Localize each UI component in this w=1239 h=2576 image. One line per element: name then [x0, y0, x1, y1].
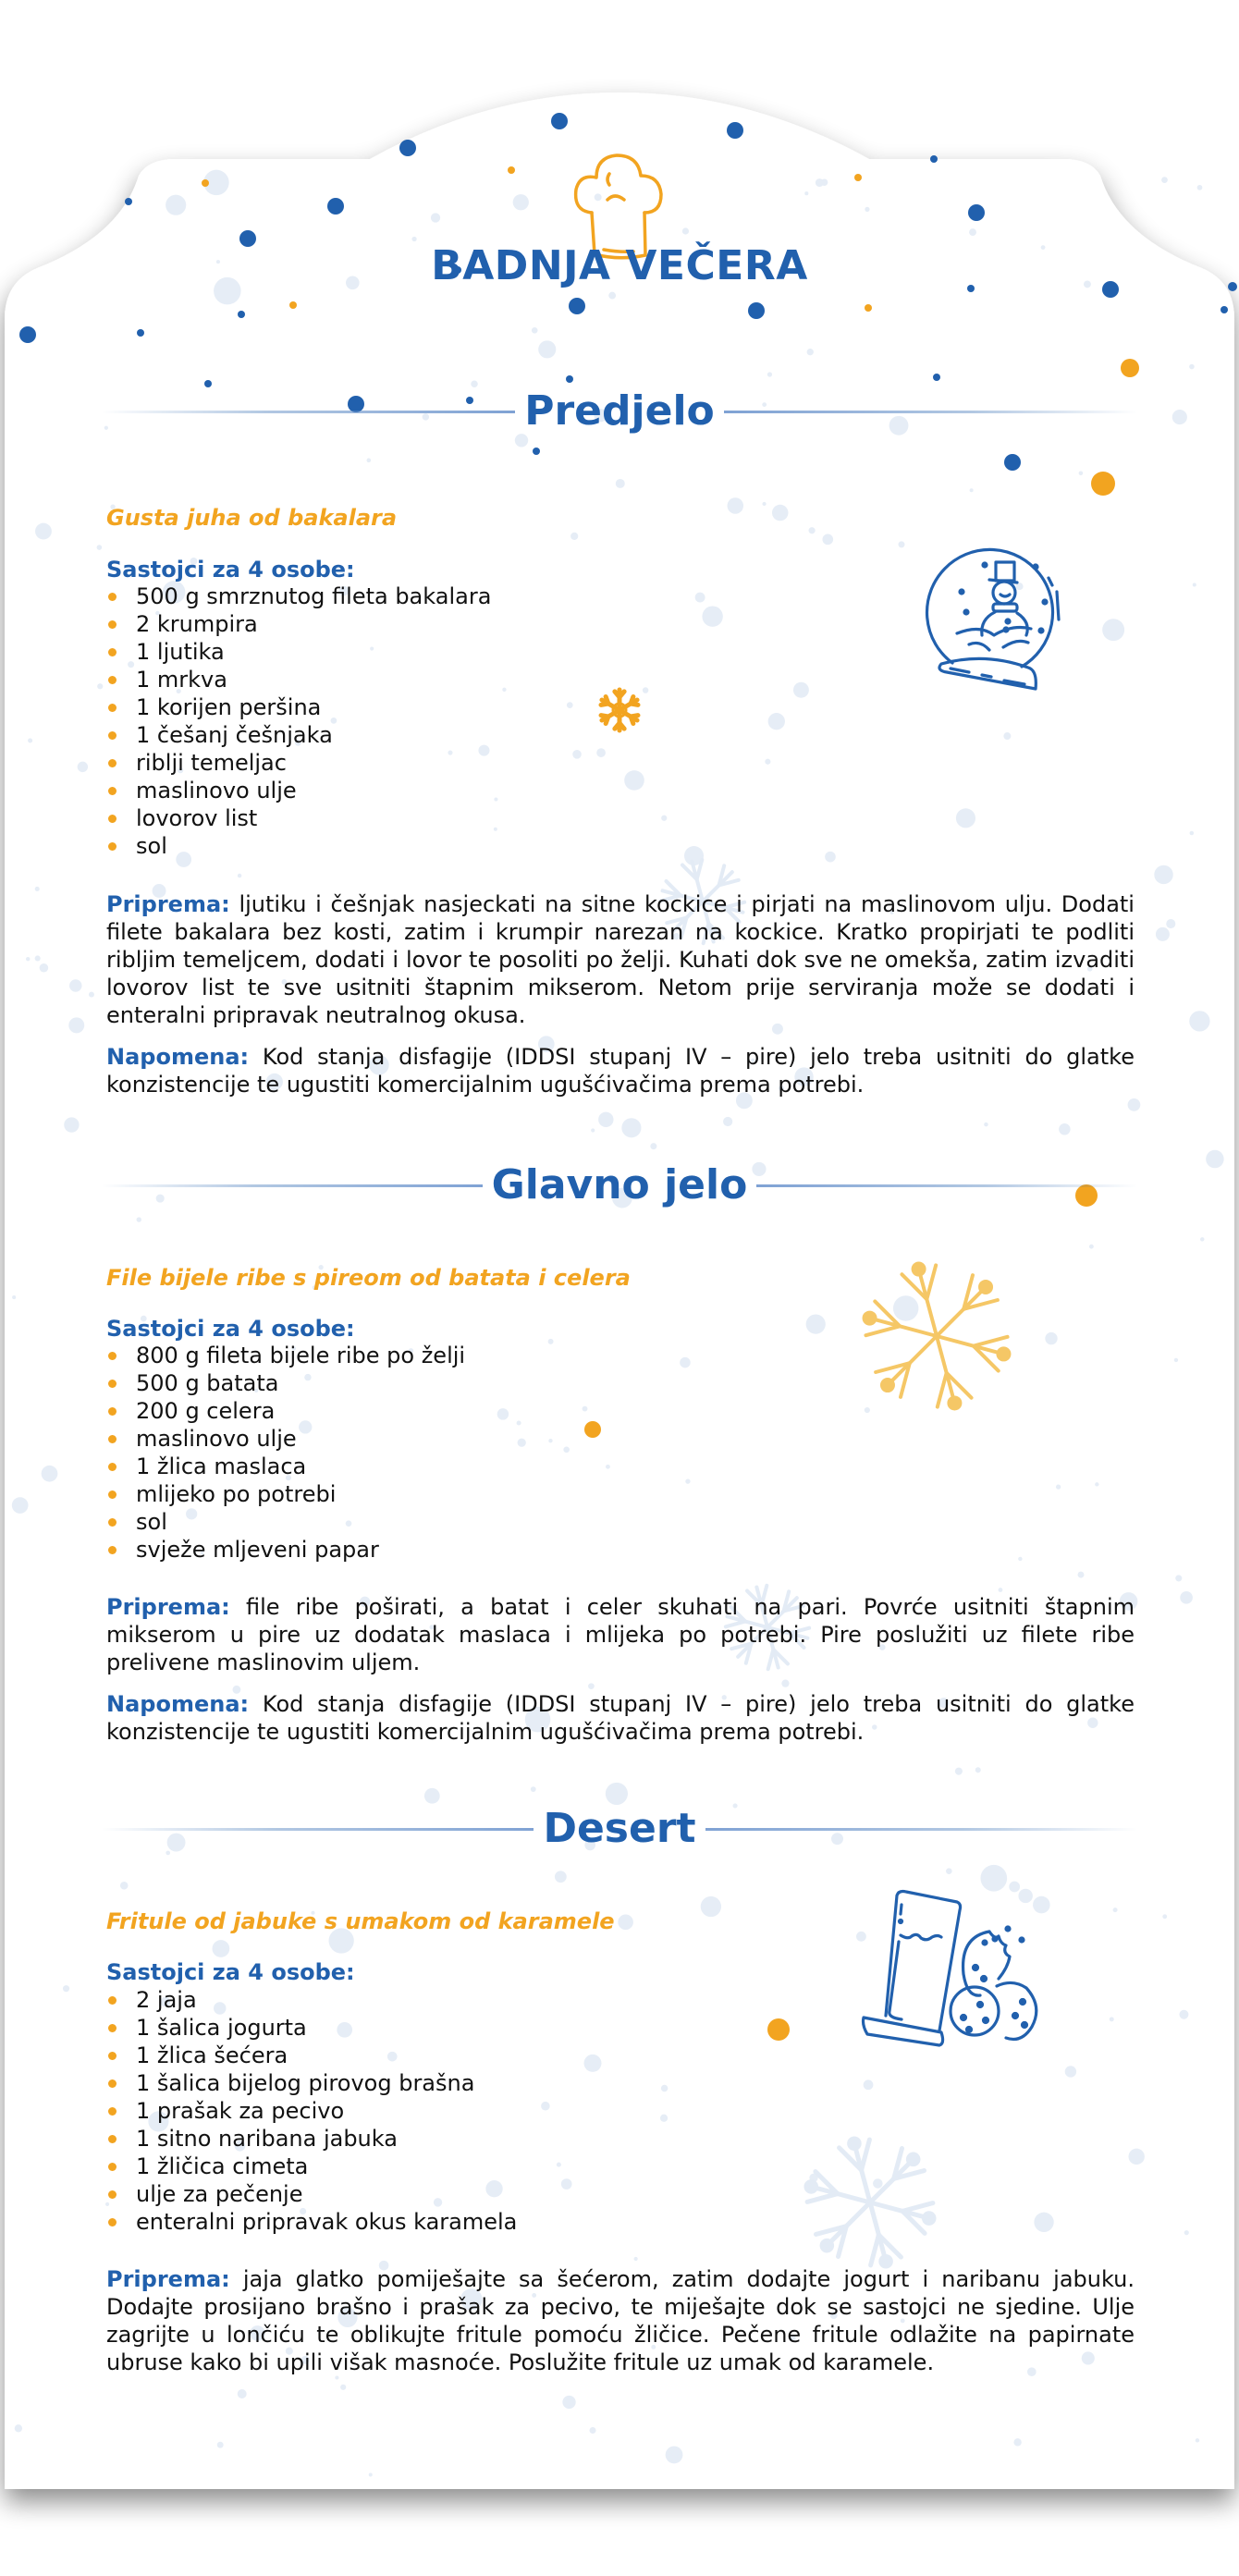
note-paragraph [106, 1043, 1135, 1098]
pale-snow-dot [431, 213, 440, 222]
pale-snow-dot [723, 1117, 732, 1126]
ingredients-heading: Sastojci za 4 osobe: [106, 1316, 355, 1342]
ingredient-item [106, 1480, 465, 1508]
pale-snow-dot [1190, 831, 1194, 835]
pale-snow-dot [1003, 732, 1011, 740]
pale-snow-dot [695, 593, 705, 603]
pale-snow-dot [946, 1868, 952, 1874]
pale-snow-dot [660, 2115, 668, 2122]
bullet-icon [108, 731, 117, 740]
pale-snow-dot [865, 1407, 870, 1413]
pale-snow-dot [956, 808, 975, 828]
ingredient-item [106, 638, 491, 666]
pale-snow-dot [366, 459, 371, 463]
bullet-icon [108, 1407, 117, 1416]
pale-snow-dot [541, 2102, 550, 2111]
bullet-icon [108, 620, 117, 629]
pale-snow-dot [35, 523, 52, 540]
heading-divider-right [705, 1828, 1137, 1831]
preparation-text: ljutiku i češnjak nasjeckati na sitne kockice i pirjati na maslinovom ulju. Dodati filete bakalara bez kosti, zatim i krumpir narezan na kockice. Kratko propirjati te podliti ribljim temeljcem, dodati i lovor te posoliti po želji. Kuhati dok sve ne omekša, zatim izvaditi lovorov list te sve usitniti štapnim mikserom. Netom prije serviranja može se dodati i enteralni pripravak neutralnog okusa. [106, 891, 1135, 1028]
pale-snow-dot [561, 2178, 572, 2190]
heading-divider-left [102, 1828, 534, 1831]
pale-snow-dot [975, 1767, 981, 1773]
pale-snow-dot [980, 1865, 1007, 1892]
ingredient-item [106, 2097, 517, 2125]
recipe-name: Fritule od jabuke s umakom od karamele [106, 1908, 615, 1934]
pale-snow-dot [970, 488, 974, 492]
snow-dot [19, 326, 36, 343]
pale-snow-dot [64, 1117, 79, 1132]
pale-snow-dot [702, 606, 722, 626]
pale-snow-dot [762, 502, 766, 506]
preparation-paragraph [106, 890, 1135, 1029]
preparation-text: jaja glatko pomiješajte sa šećerom, zatim dodajte jogurt i naribanu jabuku. Dodajte prosijano brašno i prašak za pecivo, te miješajte dok se sastojci ne sjedine. Ulje zagrijte u lončiću te oblikujte fritule pomoću žličice. Pečene fritule odlažite na papirnate ubruse kako bi upili višak masnoće. Poslužite fritule uz umak od karamele. [106, 2266, 1135, 2375]
bullet-icon [108, 1463, 117, 1471]
ingredient-item [106, 666, 491, 693]
snow-dot [748, 302, 765, 319]
ingredient-text: 200 g celera [136, 1398, 276, 1424]
pale-snow-dot [35, 887, 40, 891]
pale-snow-dot [1033, 1896, 1050, 1914]
pale-snow-dot [685, 1478, 690, 1483]
pale-snow-dot [570, 533, 578, 540]
pale-snow-dot [591, 1128, 595, 1132]
pale-snow-dot [1110, 2017, 1114, 2021]
ingredient-text: 1 sitno naribana jabuka [136, 2126, 398, 2152]
pale-snow-dot [137, 1217, 141, 1221]
ingredient-item [106, 2042, 517, 2069]
ingredient-text: 2 jaja [136, 1987, 197, 2013]
ingredient-text: 1 prašak za pecivo [136, 2098, 345, 2124]
ingredient-item [106, 2014, 517, 2042]
ingredients-list [106, 1986, 517, 2236]
heading-divider-left [102, 411, 515, 413]
pale-snow-dot [898, 541, 904, 547]
pale-snow-dot [572, 750, 582, 759]
pale-snow-dot [1128, 2149, 1144, 2165]
ingredient-item [106, 1397, 465, 1425]
pale-snow-dot [969, 228, 976, 236]
pale-snow-dot [596, 748, 606, 757]
pale-snow-dot [1128, 1098, 1141, 1111]
pale-snow-dot [584, 2055, 602, 2072]
pale-snow-dot [1089, 1245, 1094, 1249]
pale-snow-dot [78, 762, 88, 772]
snow-dot [584, 1421, 601, 1438]
pale-snow-dot [793, 682, 809, 698]
ingredient-text: enteralni pripravak okus karamela [136, 2209, 518, 2235]
recipe-name: File bijele ribe s pireom od batata i celera [106, 1265, 631, 1291]
ingredient-text: riblji temeljac [136, 750, 287, 776]
ingredient-item [106, 2069, 517, 2097]
bullet-icon [108, 648, 117, 656]
pale-snow-dot [69, 979, 81, 991]
snow-dot [327, 198, 344, 215]
snow-dot [1221, 306, 1228, 313]
bullet-icon [108, 1518, 117, 1527]
pale-snow-dot [42, 1466, 58, 1482]
pale-snow-dot [772, 505, 789, 521]
pale-snow-dot [1018, 1557, 1022, 1561]
pale-snow-dot [1193, 583, 1196, 586]
pale-snow-dot [1180, 1591, 1193, 1604]
ingredients-heading: Sastojci za 4 osobe: [106, 557, 355, 583]
pale-snow-dot [1095, 1482, 1098, 1486]
pale-snow-dot [26, 957, 30, 961]
snow-dot [566, 375, 573, 383]
pale-snow-dot [1078, 1572, 1085, 1578]
bullet-icon [108, 1996, 117, 2005]
bullet-icon [108, 2024, 117, 2032]
ingredient-text: sol [136, 833, 167, 859]
pale-snow-dot [1196, 2438, 1199, 2442]
pale-snow-dot [497, 1408, 509, 1420]
bullet-icon [108, 1490, 117, 1499]
pale-snow-dot [548, 1339, 554, 1344]
bullet-icon [108, 2079, 117, 2088]
pale-snow-dot [825, 852, 836, 863]
preparation-text: file ribe poširati, a batat i celer skuhati na pari. Povrće usitniti štapnim mikserom u pire uz dodatak maslaca i mlijeka po potrebi. Pire poslužiti uz filete ribe prelivene maslinovim uljem. [106, 1594, 1135, 1675]
pale-snow-dot [238, 874, 241, 877]
pale-snow-dot [590, 2427, 596, 2434]
pale-snow-dot [768, 713, 785, 730]
pale-snow-dot [502, 688, 506, 692]
pale-snow-dot [606, 1465, 610, 1469]
pale-snow-dot [531, 1786, 536, 1792]
pale-snow-dot [517, 1420, 521, 1425]
pale-snow-dot [494, 828, 497, 831]
ingredient-text: 1 ljutika [136, 639, 225, 665]
pale-snow-dot [865, 207, 869, 212]
snow-dot [399, 140, 416, 156]
pale-snow-dot [532, 327, 538, 334]
pale-snow-dot [518, 1439, 526, 1447]
note-text: Kod stanja disfagije (IDDSI stupanj IV – pire) jelo treba usitniti do glatke konzistencije te ugustiti komercijalnim ugušćivačima prema potrebi. [106, 1044, 1135, 1098]
snow-dot [933, 374, 940, 381]
pale-snow-dot [12, 1497, 29, 1514]
pale-snow-dot [616, 479, 625, 488]
pale-snow-dot [120, 1882, 129, 1890]
pale-snow-dot [807, 349, 814, 355]
ingredient-item [106, 2180, 517, 2208]
pale-snow-dot [1079, 471, 1084, 475]
pale-snow-dot [513, 194, 529, 210]
ingredient-item [106, 721, 491, 749]
ingredient-text: svježe mljeveni papar [136, 1537, 379, 1563]
pale-snow-dot [1156, 927, 1170, 941]
ingredients-list [106, 1342, 465, 1564]
section-heading-glavno-jelo [102, 1158, 1137, 1213]
ingredient-text: 1 žlica maslaca [136, 1454, 307, 1479]
pale-snow-dot [340, 2385, 346, 2390]
ingredient-item [106, 777, 491, 804]
ingredient-item [106, 583, 491, 610]
pale-snow-dot [588, 1683, 595, 1689]
pale-snow-dot [1189, 364, 1195, 370]
pale-snow-dot [1013, 2438, 1021, 2446]
pale-snow-dot [666, 2447, 683, 2464]
ingredient-item [106, 2153, 517, 2180]
bullet-icon [108, 759, 117, 767]
pale-snow-dot [494, 797, 497, 801]
ingredient-text: sol [136, 1509, 167, 1535]
pale-snow-dot [28, 738, 32, 742]
pale-snow-dot [1166, 919, 1175, 928]
pale-snow-dot [1174, 1358, 1178, 1362]
ingredient-item [106, 1369, 465, 1397]
ingredient-text: 1 šalica bijelog pirovog brašna [136, 2070, 475, 2096]
ingredient-text: 1 žličica cimeta [136, 2153, 309, 2179]
pale-snow-dot [335, 2375, 338, 2379]
ingredient-item [106, 693, 491, 721]
pale-snow-dot [1197, 185, 1203, 190]
pale-snow-dot [213, 1940, 230, 1957]
pale-snow-dot [728, 497, 743, 513]
pale-snow-dot [661, 816, 667, 821]
bullet-icon [108, 676, 117, 684]
pale-snow-dot [538, 340, 556, 358]
pale-snow-dot [1009, 1882, 1020, 1893]
ingredient-text: maslinovo ulje [136, 1426, 297, 1452]
ingredient-item [106, 804, 491, 832]
bullet-icon [108, 842, 117, 851]
note-label: Napomena: [106, 1044, 250, 1070]
ingredients-list [106, 583, 491, 860]
pale-snow-dot [680, 1357, 691, 1368]
ingredient-item [106, 749, 491, 777]
pale-snow-dot [562, 2396, 575, 2409]
pale-snow-dot [650, 1143, 656, 1149]
snow-dot [930, 155, 938, 163]
snow-dot [125, 198, 132, 205]
pale-snow-dot [238, 2389, 247, 2398]
pale-snow-dot [1154, 865, 1172, 884]
section-title: Predjelo [524, 387, 715, 435]
pale-snow-dot [873, 2178, 883, 2189]
snow-dot [1091, 472, 1115, 496]
ingredient-text: ulje za pečenje [136, 2181, 303, 2207]
snow-dot [1004, 454, 1021, 471]
bullet-icon [108, 593, 117, 601]
pale-snow-dot [816, 178, 824, 187]
pale-snow-dot [1175, 1575, 1182, 1581]
pale-snow-dot [1065, 2066, 1076, 2077]
pale-snow-dot [1179, 2010, 1188, 2019]
pale-snow-dot [1162, 1914, 1167, 1919]
pale-snow-dot [35, 955, 41, 961]
bullet-icon [108, 1352, 117, 1360]
pale-snow-dot [822, 534, 833, 546]
pale-snow-dot [634, 2257, 638, 2261]
pale-snow-dot [1056, 1484, 1061, 1489]
pale-snow-dot [1034, 2213, 1053, 2232]
page-title: BADNJA VEČERA [431, 242, 808, 289]
section-title: Glavno jelo [491, 1161, 748, 1208]
ingredient-item [106, 2208, 517, 2236]
pale-snow-dot [1189, 1011, 1209, 1031]
bullet-icon [108, 2190, 117, 2199]
pale-snow-dot [548, 1439, 552, 1442]
pale-snow-dot [1102, 619, 1124, 641]
pale-snow-dot [1206, 1150, 1224, 1169]
note-text: Kod stanja disfagije (IDDSI stupanj IV – pire) jelo treba usitniti do glatke konzistencije te ugustiti komercijalnim ugušćivačima prema potrebi. [106, 1691, 1135, 1745]
pale-snow-dot [661, 2085, 668, 2091]
pale-snow-dot [781, 1679, 789, 1687]
ingredient-text: lovorov list [136, 805, 258, 831]
pale-snow-dot [598, 1112, 613, 1127]
ingredient-text: 1 šalica jogurta [136, 2015, 307, 2041]
ingredient-item [106, 832, 491, 860]
snow-dot [569, 298, 585, 314]
pale-snow-dot [999, 1588, 1003, 1592]
snow-dot [854, 174, 862, 181]
pale-snow-dot [1172, 410, 1187, 424]
pale-snow-dot [217, 2442, 224, 2448]
pale-snow-dot [563, 1447, 570, 1454]
snow-dot [508, 166, 515, 174]
snow-dot [289, 301, 297, 309]
pale-snow-dot [40, 963, 49, 973]
pale-snow-dot [618, 1915, 633, 1931]
ingredient-item [106, 610, 491, 638]
ingredients-heading: Sastojci za 4 osobe: [106, 1959, 355, 1985]
pale-snow-dot [1184, 2230, 1189, 2235]
pale-snow-dot [97, 683, 103, 689]
pale-snow-dot [701, 1896, 721, 1917]
ingredient-item [106, 1536, 465, 1564]
pale-snow-dot [643, 687, 648, 693]
pale-snow-dot [369, 2472, 373, 2476]
pale-snow-dot [624, 770, 644, 791]
bullet-icon [108, 2107, 117, 2116]
pale-snow-dot [97, 545, 103, 550]
ingredient-item [106, 1453, 465, 1480]
bullet-icon [108, 1380, 117, 1388]
preparation-paragraph [106, 2265, 1135, 2376]
pale-snow-dot [583, 1406, 588, 1412]
pale-snow-dot [804, 191, 808, 195]
bullet-icon [108, 2218, 117, 2226]
pale-snow-dot [621, 1118, 641, 1137]
snow-dot [968, 204, 985, 221]
bullet-icon [108, 815, 117, 823]
preparation-label: Priprema: [106, 1594, 230, 1620]
section-title: Desert [543, 1805, 696, 1852]
bullet-icon [108, 1546, 117, 1554]
pale-snow-dot [806, 1315, 826, 1334]
pale-snow-dot [808, 527, 815, 534]
snow-dot [551, 113, 568, 129]
pale-snow-dot [1200, 1237, 1204, 1241]
ingredient-text: 1 mrkva [136, 667, 227, 693]
pale-snow-dot [1161, 177, 1168, 183]
pale-snow-dot [864, 2079, 874, 2090]
ingredient-text: 500 g smrznutog fileta bakalara [136, 583, 492, 609]
pale-snow-dot [68, 1017, 84, 1033]
bullet-icon [108, 2163, 117, 2171]
ingredient-text: 1 žlica šećera [136, 2042, 288, 2068]
pale-snow-dot [955, 1768, 963, 1775]
pale-snow-dot [1059, 1123, 1070, 1135]
recipe-name: Gusta juha od bakalara [106, 505, 398, 531]
pale-snow-dot [595, 193, 602, 201]
ingredient-item [106, 1342, 465, 1369]
bullet-icon [108, 704, 117, 712]
pale-snow-dot [63, 1985, 69, 1992]
ingredient-text: 500 g batata [136, 1370, 279, 1396]
ingredient-item [106, 1986, 517, 2014]
preparation-label: Priprema: [106, 2266, 230, 2292]
pale-snow-dot [15, 2424, 22, 2432]
bullet-icon [108, 2135, 117, 2143]
ingredient-item [106, 1508, 465, 1536]
snow-dot [727, 122, 743, 139]
pale-snow-dot [765, 759, 770, 765]
preparation-label: Priprema: [106, 891, 230, 917]
heading-divider-right [724, 411, 1137, 413]
ingredient-text: 2 krumpira [136, 611, 258, 637]
pale-snow-dot [555, 1871, 567, 1883]
bullet-icon [108, 2052, 117, 2060]
preparation-paragraph [106, 1593, 1135, 1676]
pale-snow-dot [893, 1295, 918, 1320]
ingredient-text: mlijeko po potrebi [136, 1481, 337, 1507]
snow-dot [865, 304, 872, 312]
heading-divider-right [756, 1184, 1137, 1187]
ingredient-text: maslinovo ulje [136, 778, 297, 803]
heading-divider-left [102, 1184, 483, 1187]
note-label: Napomena: [106, 1691, 250, 1717]
ingredient-item [106, 1425, 465, 1453]
snow-dot [767, 2018, 790, 2041]
snow-dot [202, 179, 209, 187]
pale-snow-dot [984, 1122, 988, 1127]
section-heading-predjelo [102, 384, 1137, 439]
note-paragraph [106, 1690, 1135, 1746]
ingredient-text: 1 korijen peršina [136, 694, 322, 720]
ingredient-text: 800 g fileta bijele ribe po želji [136, 1343, 466, 1368]
pale-snow-dot [1018, 1889, 1032, 1903]
ingredient-item [106, 2125, 517, 2153]
bullet-icon [108, 787, 117, 795]
snow-dot [137, 329, 144, 337]
section-heading-desert [102, 1801, 1137, 1857]
pale-snow-dot [89, 992, 94, 998]
pale-snow-dot [767, 372, 772, 376]
ingredient-text: 1 češanj češnjaka [136, 722, 333, 748]
snow-dot [238, 311, 245, 318]
pale-snow-dot [567, 702, 573, 708]
pale-snow-dot [856, 1932, 866, 1942]
pale-snow-dot [12, 1295, 16, 1299]
pale-snow-dot [1045, 1332, 1057, 1344]
snow-dot [1121, 359, 1139, 377]
snow-dot [533, 448, 540, 455]
pale-snow-dot [1113, 1907, 1118, 1912]
pale-snow-dot [557, 2163, 561, 2167]
bullet-icon [108, 1435, 117, 1443]
pale-snow-dot [166, 195, 186, 215]
pale-snow-dot [682, 227, 689, 234]
